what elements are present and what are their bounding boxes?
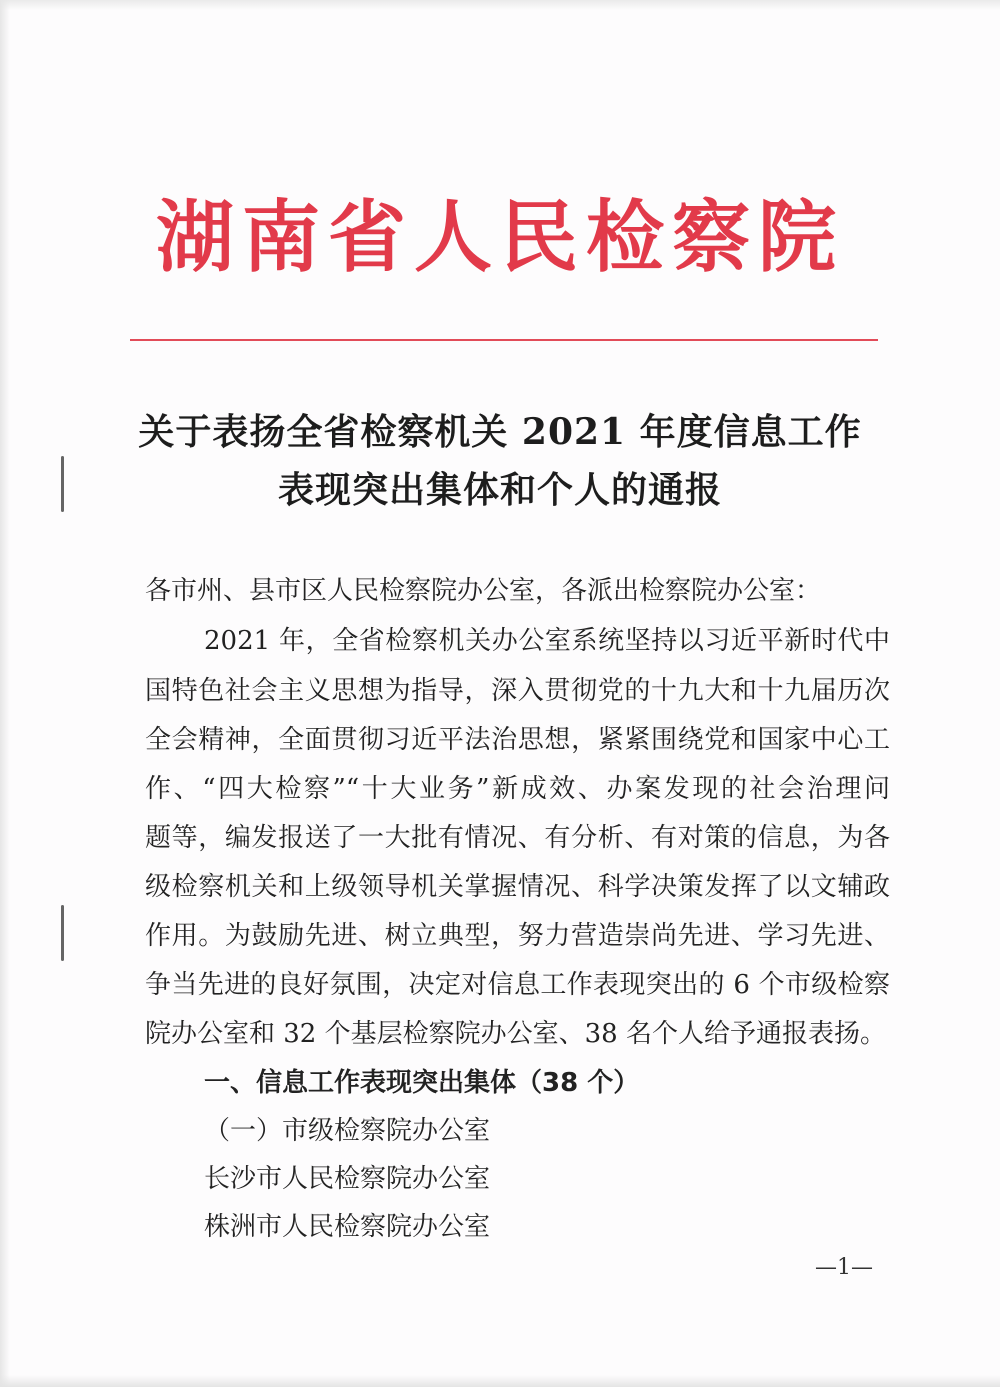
paragraph-line-6: 级检察机关和上级领导机关掌握情况、科学决策发挥了以文辅政 — [145, 872, 890, 902]
letterhead-org-name: 湖南省人民检察院 — [155, 193, 844, 283]
list-item: 株洲市人民检察院办公室 — [204, 1212, 491, 1242]
document-title-line-2: 表现突出集体和个人的通报 — [277, 469, 722, 511]
letterhead-red-rule — [130, 339, 878, 341]
document-title-line-1: 关于表扬全省检察机关 2021 年度信息工作 — [138, 411, 862, 453]
paragraph-line-2: 国特色社会主义思想为指导，深入贯彻党的十九大和十九届历次 — [145, 676, 890, 706]
paragraph-line-4: 作、“四大检察”“十大业务”新成效、办案发现的社会治理问 — [145, 774, 890, 804]
section-heading-collectives: 一、信息工作表现突出集体（38 个） — [204, 1068, 640, 1098]
subsection-heading-city-offices: （一）市级检察院办公室 — [204, 1116, 491, 1146]
scan-edge-bottom — [0, 1375, 1000, 1387]
paragraph-line-1: 2021 年，全省检察机关办公室系统坚持以习近平新时代中 — [204, 626, 890, 656]
paragraph-line-8: 争当先进的良好氛围，决定对信息工作表现突出的 6 个市级检察 — [145, 970, 890, 1000]
scan-edge-top — [0, 0, 1000, 10]
paragraph-line-7: 作用。为鼓励先进、树立典型，努力营造崇尚先进、学习先进、 — [145, 921, 890, 951]
paragraph-line-5: 题等，编发报送了一大批有情况、有分析、有对策的信息，为各 — [145, 823, 890, 853]
paragraph-line-9: 院办公室和 32 个基层检察院办公室、38 名个人给予通报表扬。 — [145, 1019, 886, 1049]
staple-mark-bottom — [61, 905, 64, 961]
paragraph-line-3: 全会精神，全面贯彻习近平法治思想，紧紧围绕党和国家中心工 — [145, 725, 890, 755]
list-item: 长沙市人民检察院办公室 — [204, 1164, 491, 1194]
salutation: 各市州、县市区人民检察院办公室，各派出检察院办公室： — [145, 576, 822, 606]
page-number: —1— — [815, 1255, 873, 1280]
